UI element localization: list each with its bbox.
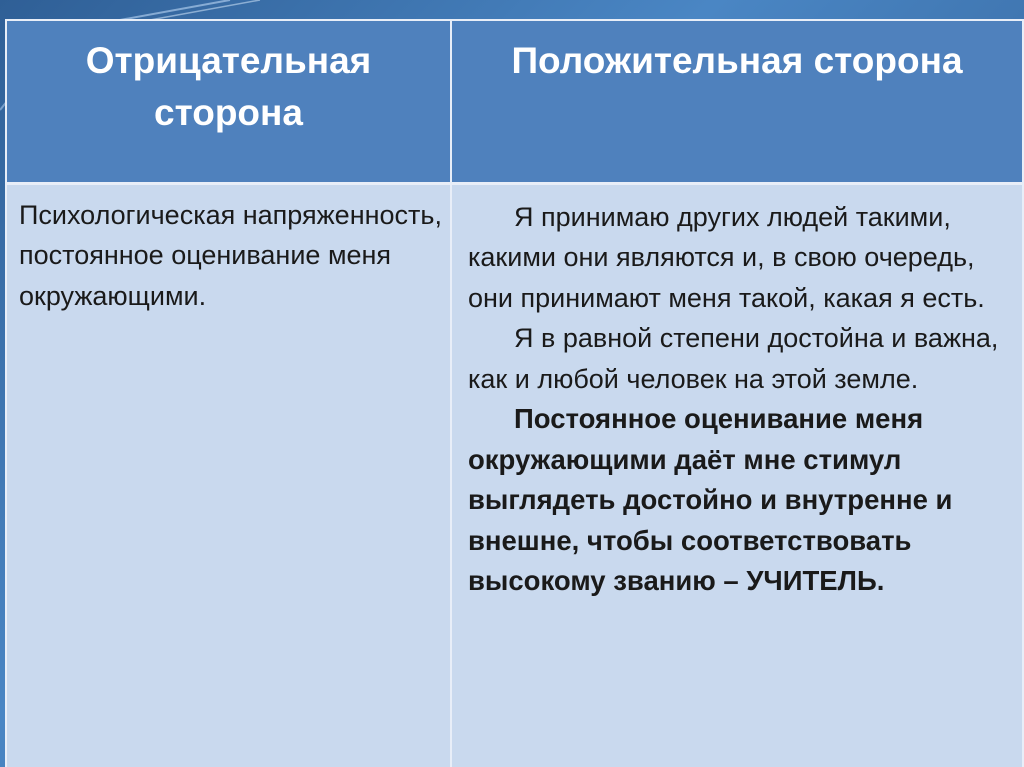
positive-paragraph-1: Я принимаю других людей такими, какими они являются и, в свою очередь, они принимают меня такой, какая я есть. (468, 201, 985, 313)
positive-side-cell (451, 183, 1023, 767)
negative-side-cell (7, 183, 451, 767)
negative-side-header-text: Отрицательная сторона (85, 40, 372, 133)
table-row (7, 183, 1023, 767)
positive-paragraph-3: Постоянное оценивание меня окружающими даёт мне стимул выглядеть достойно и внутренне и внешне, чтобы соответствовать высокому званию – УЧИТЕЛЬ. (468, 403, 953, 596)
positive-side-header-text: Положительная сторона (511, 40, 963, 81)
table-header-row (7, 21, 1023, 183)
comparison-table (5, 19, 1024, 767)
negative-side-text: Психологическая напряженность, постоянное оценивание меня окружающими. (19, 199, 442, 311)
positive-paragraph-2: Я в равной степени достойна и важна, как и любой человек на этой земле. (468, 323, 999, 394)
negative-side-header (7, 21, 451, 183)
positive-side-header (451, 21, 1023, 183)
